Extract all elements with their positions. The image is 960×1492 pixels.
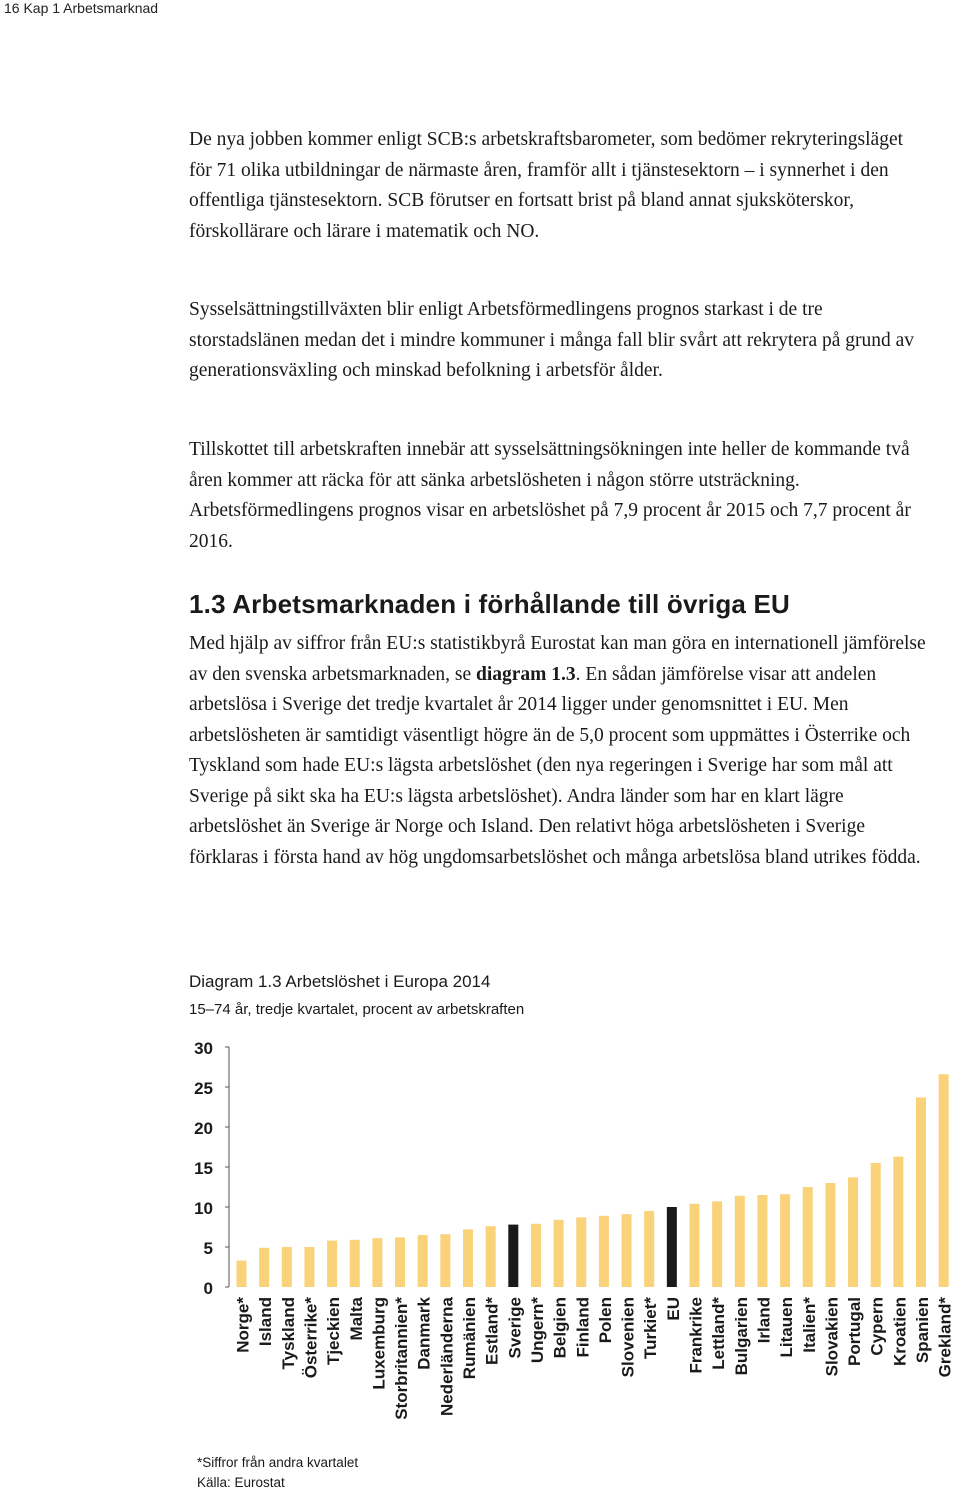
bar-cypern [871, 1163, 881, 1287]
diagram-reference: diagram 1.3 [475, 663, 576, 685]
x-label-nederlanderna: Nederländerna [437, 1297, 457, 1417]
x-label-litauen: Litauen [777, 1297, 797, 1358]
x-label-polen: Polen [595, 1297, 615, 1344]
x-label-tyskland: Tyskland [278, 1297, 298, 1370]
bar-tyskland [282, 1247, 292, 1287]
bar-portugal [848, 1177, 858, 1287]
bar-lettland [712, 1201, 722, 1287]
paragraph-1: De nya jobben kommer enligt SCB:s arbetskraftsbarometer, som bedömer rekryteringsläget för 71 olika utbildningar de närmaste åren, framför allt i tjänstesektorn – i synnerhet i den offentliga tjänstesektorn. SCB förutser en fortsatt brist på bland annat sjuksköterskor, förskollärare och lärare i matematik och NO. [189, 129, 904, 242]
bar-litauen [780, 1194, 790, 1287]
figure-subtitle: 15–74 år, tredje kvartalet, procent av arbetskraften [189, 1001, 525, 1018]
bar-frankrike [690, 1204, 700, 1287]
x-label-norge: Norge* [233, 1297, 253, 1353]
bar-kroatien [893, 1157, 903, 1287]
y-tick-label-15: 15 [194, 1159, 213, 1178]
bar-eu [667, 1207, 677, 1287]
bar-luxemburg [372, 1238, 382, 1287]
x-label-sverige: Sverige [505, 1297, 525, 1359]
bar-island [259, 1248, 269, 1287]
bar-osterrike [304, 1247, 314, 1287]
x-label-slovakien: Slovakien [822, 1297, 842, 1377]
x-label-frankrike: Frankrike [686, 1297, 706, 1374]
x-label-spanien: Spanien [913, 1297, 932, 1364]
x-label-island: Island [256, 1297, 276, 1347]
running-header: 16 Kap 1 Arbetsmarknad [4, 0, 159, 16]
y-tick-label-0: 0 [203, 1279, 213, 1298]
bar-rumanien [463, 1229, 473, 1287]
x-label-osterrike: Österrike* [301, 1297, 321, 1379]
bar-sverige [508, 1225, 518, 1287]
x-label-bulgarien: Bulgarien [731, 1297, 751, 1376]
x-label-ungern: Ungern* [527, 1297, 547, 1364]
bar-turkiet [644, 1211, 654, 1287]
bar-nederlanderna [440, 1234, 450, 1287]
bar-belgien [554, 1220, 564, 1287]
x-label-eu: EU [663, 1297, 683, 1321]
bar-slovakien [825, 1183, 835, 1287]
paragraph-2: Sysselsättningstillväxten blir enligt Arbetsförmedlingens prognos starkast i de tre storstadslänen medan det i mindre kommuner i många fall blir svårt att rekrytera på grund av generationsväxling och minskad befolkning i arbetsför ålder. [189, 299, 915, 381]
bar-danmark [418, 1235, 428, 1287]
x-label-belgien: Belgien [550, 1297, 570, 1359]
y-tick-label-20: 20 [194, 1119, 213, 1138]
bar-estland [486, 1226, 496, 1287]
x-label-grekland: Grekland* [935, 1297, 955, 1378]
x-label-portugal: Portugal [845, 1297, 865, 1366]
bar-spanien [916, 1097, 926, 1287]
paragraph-3: Tillskottet till arbetskraften innebär att sysselsättningsökningen inte heller de kommande två åren kommer att räcka för att sänka arbetslösheten i någon större utsträckning. Arbetsförmedlingens prognos visar en arbetslöshet på 7,9 procent år 2015 och 7,7 procent år 2016. [189, 439, 911, 552]
x-label-luxemburg: Luxemburg [369, 1297, 389, 1390]
bar-italien [803, 1187, 813, 1287]
x-label-estland: Estland* [482, 1297, 502, 1366]
x-label-slovenien: Slovenien [618, 1297, 638, 1378]
bar-bulgarien [735, 1196, 745, 1287]
bar-tjeckien [327, 1241, 337, 1287]
y-tick-label-10: 10 [194, 1199, 213, 1218]
x-label-malta: Malta [346, 1297, 366, 1341]
y-tick-label-25: 25 [194, 1079, 213, 1098]
y-tick-label-5: 5 [203, 1239, 213, 1258]
x-label-danmark: Danmark [414, 1297, 434, 1370]
y-tick-label-30: 30 [194, 1039, 213, 1058]
bar-irland [757, 1195, 767, 1287]
bar-finland [576, 1217, 586, 1287]
x-label-storbritannien: Storbritannien* [392, 1297, 412, 1420]
section-text-before-ref: Med hjälp av siffror från EU:s statistikbyrå Eurostat kan man göra en internationell jämförelse av den svenska arbetsmarknaden, se [189, 633, 926, 685]
x-label-turkiet: Turkiet* [641, 1297, 661, 1360]
bar-norge [237, 1261, 247, 1287]
figure-source: Källa: Eurostat [197, 1475, 285, 1490]
x-label-irland: Irland [754, 1297, 774, 1344]
x-label-lettland: Lettland* [709, 1297, 729, 1370]
section-heading: 1.3 Arbetsmarknaden i förhållande till övriga EU [189, 589, 791, 619]
bar-polen [599, 1216, 609, 1287]
figure-footnote: *Siffror från andra kvartalet [197, 1455, 359, 1470]
bar-malta [350, 1240, 360, 1287]
x-label-tjeckien: Tjeckien [324, 1297, 344, 1366]
x-label-kroatien: Kroatien [890, 1297, 910, 1366]
section-text-after-ref: . En sådan jämförelse visar att andelen arbetslösa i Sverige det tredje kvartalet år 2014 ligger under genomsnittet i EU. Men arbetslösheten är samtidigt väsentligt högre än de 5,0 procent som uppmättes i Österrike och Tyskland som hade EU:s lägsta arbetslöshet (den nya regeringen i Sverige har som mål att Sverige på sikt ska ha EU:s lägsta arbetslöshet). Andra länder som har en klart lägre arbetslöshet än Sverige är Norge och Island. Den relativt höga arbetslösheten i Sverige förklaras i första hand av hög ungdomsarbetslöshet och många arbetslösa bland utrikes födda. [189, 663, 921, 868]
figure-title: Diagram 1.3 Arbetslöshet i Europa 2014 [189, 972, 491, 991]
bar-grekland [939, 1074, 949, 1287]
x-label-finland: Finland [573, 1297, 593, 1358]
x-label-rumanien: Rumänien [460, 1297, 479, 1380]
bar-ungern [531, 1224, 541, 1287]
x-label-italien: Italien* [799, 1297, 819, 1353]
x-label-cypern: Cypern [867, 1297, 887, 1356]
bar-slovenien [622, 1214, 632, 1287]
bar-storbritannien [395, 1237, 405, 1287]
